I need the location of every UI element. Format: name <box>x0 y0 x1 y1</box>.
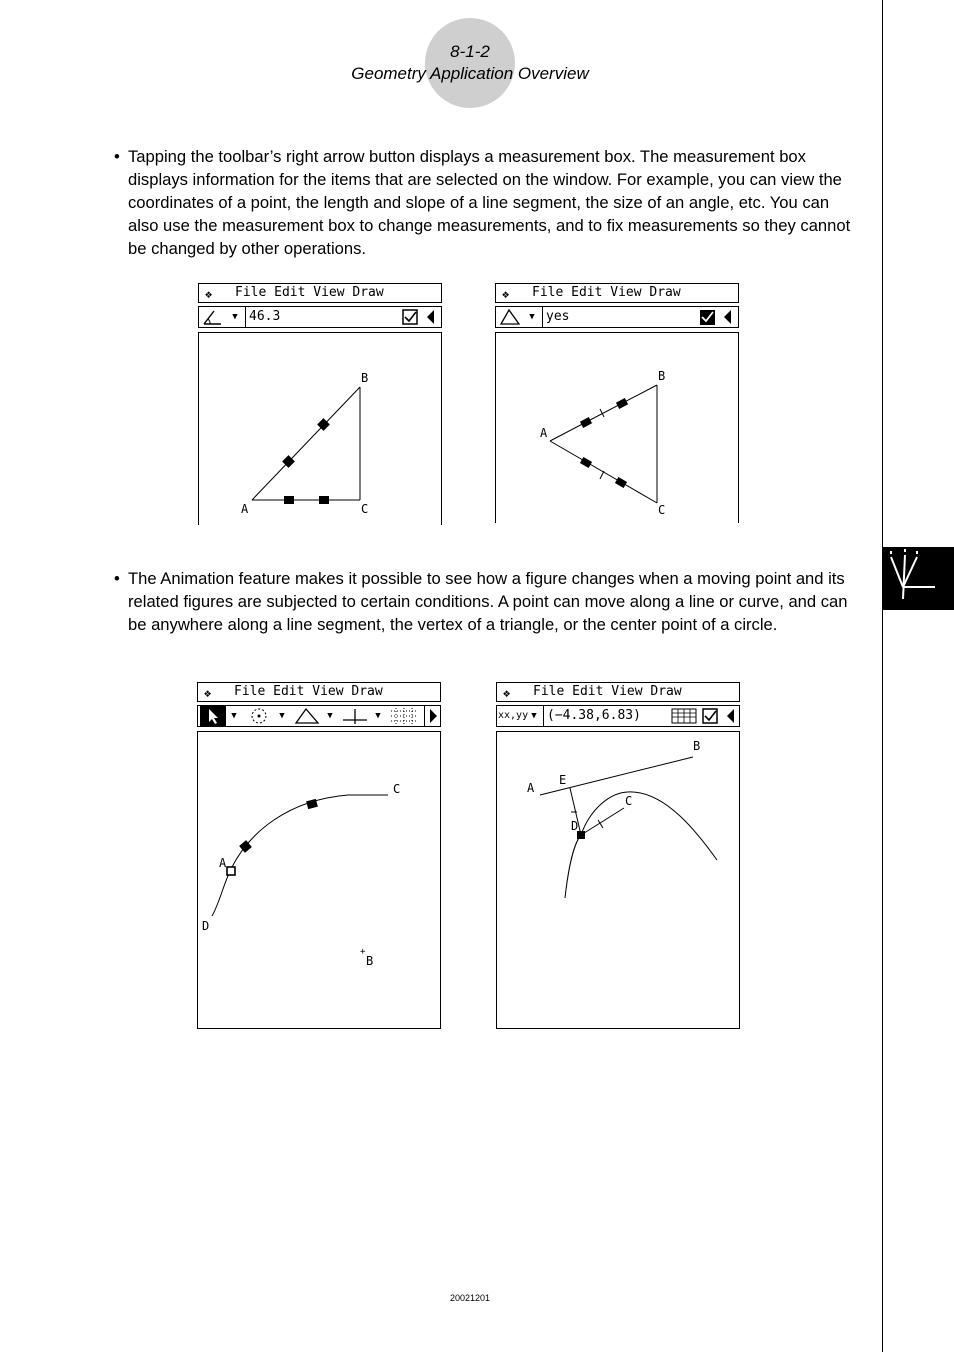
checkbox-checked-icon[interactable] <box>698 307 718 327</box>
point-label-b: B <box>361 371 369 385</box>
geometry-tab-icon <box>883 547 954 610</box>
menu-bar <box>198 283 442 303</box>
point-label-a: A <box>527 781 535 795</box>
point-label-d: D <box>571 819 579 833</box>
menu-dropdown-icon[interactable]: ❖ <box>503 686 511 700</box>
angle-measure-icon[interactable] <box>201 307 225 327</box>
footer-code: 20021201 <box>449 1293 491 1303</box>
screenshot-measure-length <box>198 283 442 525</box>
geometry-canvas[interactable] <box>495 332 739 523</box>
menu-items[interactable]: File Edit View Draw <box>235 285 384 300</box>
point-label-b: B <box>693 739 701 753</box>
chevron-down-icon[interactable]: ▼ <box>327 711 333 721</box>
geometry-canvas[interactable] <box>198 332 442 525</box>
chevron-down-icon[interactable]: ▼ <box>279 711 285 721</box>
menu-bar <box>197 682 441 702</box>
measurement-field[interactable]: 46.3 <box>245 307 401 327</box>
page-margin-line <box>882 0 883 1352</box>
chapter-tab <box>883 547 954 610</box>
triangle-measure-icon[interactable] <box>498 307 522 327</box>
point-label-a: A <box>241 502 249 516</box>
point-label-c: C <box>393 782 401 796</box>
checkbox-icon[interactable] <box>401 307 421 327</box>
point-label-a: A <box>219 856 227 870</box>
chevron-down-icon[interactable]: ▼ <box>232 312 238 322</box>
point-label-c: C <box>658 503 666 517</box>
right-arrow-icon[interactable] <box>424 706 441 726</box>
menu-bar <box>496 682 740 702</box>
section-title: Geometry Application Overview <box>351 64 589 83</box>
menu-items[interactable]: File Edit View Draw <box>532 285 681 300</box>
menu-dropdown-icon[interactable]: ❖ <box>205 287 213 301</box>
point-label-a: A <box>540 426 548 440</box>
chevron-down-icon[interactable]: ▼ <box>375 711 381 721</box>
point-label-c: C <box>361 502 369 516</box>
geometry-canvas[interactable] <box>197 731 441 1029</box>
screenshot-animation-curve <box>197 682 441 1029</box>
select-pointer-icon[interactable] <box>200 706 226 726</box>
chevron-down-icon[interactable]: ▼ <box>529 312 535 322</box>
menu-dropdown-icon[interactable]: ❖ <box>204 686 212 700</box>
paragraph-animation <box>114 567 862 636</box>
circle-tool-icon[interactable] <box>244 706 274 726</box>
left-arrow-icon[interactable] <box>720 307 736 327</box>
paragraph-text: The Animation feature makes it possible to see how a figure changes when a moving point and its related figures are subjected to certain conditions. A point can move along a line or curve, and can be anywhere along a line segment, the vertex of a triangle, or the center point of a circle. <box>128 569 848 634</box>
paragraph-text: Tapping the toolbar’s right arrow button displays a measurement box. The measurement box displays information for the items that are selected on the window. For example, you can view the coordinates of a point, the length and slope of a line segment, the size of an angle, etc. You can also use the measurement box to change measurements, and to fix measurements so they cannot be changed by other operations. <box>128 147 851 258</box>
point-label-e: E <box>559 773 567 787</box>
point-marker: + <box>360 947 366 957</box>
coordinate-field[interactable]: (−4.38,6.83) <box>543 706 667 726</box>
point-label-d: D <box>202 919 210 933</box>
menu-bar <box>495 283 739 303</box>
perpendicular-tool-icon[interactable] <box>340 706 370 726</box>
bullet: • <box>114 569 120 588</box>
left-arrow-icon[interactable] <box>423 307 439 327</box>
chevron-down-icon[interactable]: ▼ <box>231 711 237 721</box>
left-arrow-icon[interactable] <box>723 706 739 726</box>
toolbar <box>198 306 442 328</box>
toolbar <box>495 306 739 328</box>
measurement-field[interactable]: yes <box>542 307 698 327</box>
point-label-c: C <box>625 794 633 808</box>
geometry-canvas[interactable] <box>496 731 740 1029</box>
toolbar <box>197 705 441 727</box>
toolbar <box>496 705 740 727</box>
section-number: 8-1-2 <box>450 42 490 61</box>
menu-items[interactable]: File Edit View Draw <box>234 684 383 699</box>
checkbox-icon[interactable] <box>701 706 721 726</box>
coordinate-mode-icon[interactable]: xx,yy <box>498 710 529 721</box>
chevron-down-icon[interactable]: ▼ <box>531 711 537 721</box>
grid-icon[interactable] <box>388 706 420 726</box>
table-icon[interactable] <box>669 706 699 726</box>
bullet: • <box>114 147 120 166</box>
triangle-tool-icon[interactable] <box>292 706 322 726</box>
screenshot-animation-coordinates <box>496 682 740 1029</box>
point-label-b: B <box>366 954 374 968</box>
menu-dropdown-icon[interactable]: ❖ <box>502 287 510 301</box>
screenshot-measure-congruent <box>495 283 739 523</box>
paragraph-measurement-box <box>114 145 862 260</box>
header-circle <box>425 18 515 108</box>
menu-items[interactable]: File Edit View Draw <box>533 684 682 699</box>
point-label-b: B <box>658 369 666 383</box>
